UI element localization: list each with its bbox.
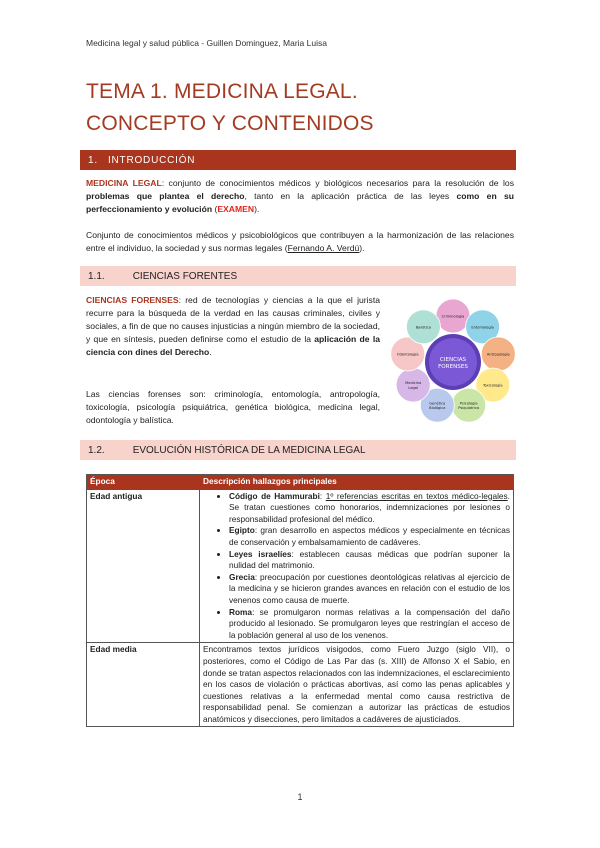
ciencias-forenses-definition [86, 294, 380, 359]
section-label: EVOLUCIÓN HISTÓRICA DE LA MEDICINA LEGAL [132, 444, 366, 456]
epoch-label: Edad antigua [87, 489, 200, 643]
medicina-legal-definition [86, 177, 514, 216]
events-list [203, 491, 510, 642]
title-line-2: CONCEPTO Y CONTENIDOS [86, 112, 374, 135]
bold-text: problemas que plantea el derecho [86, 191, 245, 201]
event-egipto [229, 525, 510, 548]
diagram-petal-label: Biológica [429, 406, 446, 410]
event-leyes-israelies [229, 549, 510, 572]
diagram-petal-label: Criminología [441, 314, 465, 319]
section-number: 1. [88, 154, 98, 166]
event-grecia [229, 572, 510, 607]
diagram-petal-label: Balística [415, 325, 431, 330]
page-number: 1 [297, 792, 303, 802]
diagram-petal-label: Entomología [471, 325, 494, 330]
bold-text: aplicación de la ciencia con dines del Derecho [86, 334, 381, 357]
page-title [86, 76, 526, 140]
forensic-sciences-diagram [386, 294, 520, 430]
diagram-petal-label: Genética [429, 401, 446, 406]
diagram-center-line-2: FORENSES [438, 364, 468, 370]
text: ). [359, 243, 365, 253]
epoch-label: Edad media [87, 643, 200, 727]
text: . [209, 347, 212, 357]
medicina-legal-alt-definition [86, 229, 514, 255]
table-header-row [87, 475, 514, 490]
epoch-description [200, 489, 514, 643]
header-epoca: Época [87, 475, 200, 490]
text: ( [212, 204, 218, 214]
running-header: Medicina legal y salud pública - Guillen Dominguez, Maria Luisa [86, 38, 327, 48]
section-label: CIENCIAS FORENTES [132, 270, 238, 282]
text: : [319, 490, 326, 501]
header-descripcion: Descripción hallazgos principales [200, 475, 514, 490]
section-heading-introduccion [80, 150, 516, 170]
text: : establecen causas médicas que podrían suponer la nulidad del matrimonio. [229, 548, 511, 571]
table-row-edad-antigua [87, 489, 514, 643]
bold-text: como en su perfeccionamiento y evolución [86, 191, 514, 214]
diagram-petal-label: Odontología [396, 352, 419, 357]
term-ciencias-forenses: CIENCIAS FORENSES [86, 295, 179, 305]
subsection-heading-ciencias-forentes [80, 266, 516, 286]
ciencias-forenses-list: Las ciencias forenses son: criminología, entomología, antropología, toxicología, psicología psiquiátrica, genética biológica, medicina legal, odontología y balística. [86, 389, 380, 425]
text: Conjunto de conocimientos médicos y psicobiológicos que contribuyen a la harmonización de las relaciones entre el individuo, la sociedad y sus normas legales ( [86, 230, 514, 253]
diagram-petal-label: Antropología [486, 352, 510, 357]
bold-text: Grecia [229, 571, 255, 582]
text: : red de tecnologías y ciencias a la que el jurista recurre para la búsqueda de la verdad en las causas criminales, civiles y sociales, a fin de que no causes injusticias a ningún miembro de la sociedad, y que en síntesis, pueden definirse como el estudio de la [86, 295, 380, 344]
diagram-petal-label: Toxicología [482, 383, 503, 388]
bold-text: Código de Hammurabi [229, 490, 320, 501]
text: . Se tratan cuestiones como honorarios, indemnizaciones por lesiones o responsabilidad profesional del médico. [229, 490, 510, 524]
diagram-petal-label: Legal [408, 385, 419, 390]
term-medicina-legal: MEDICINA LEGAL [86, 178, 162, 188]
event-roma [229, 607, 510, 642]
title-line-1: TEMA 1. MEDICINA LEGAL. [86, 80, 358, 103]
underlined-text: 1º referencias escritas en textos médico-legales [325, 490, 508, 501]
bold-text: Egipto [229, 525, 255, 536]
exam-tag: EXAMEN [217, 204, 255, 214]
text: : preocupación por cuestiones deontológicas relativas al ejercicio de la medicina y se hicieron grandes avances en relación con el estudio de los venenos como causa de muerte. [229, 571, 510, 605]
section-number: 1.2. [88, 444, 105, 456]
text: : se promulgaron normas relativas a la compensación del daño producido al lesionado. Se promulgaron leyes que restringían el acceso de la población general al uso de los venenos. [229, 606, 510, 640]
text: , tanto en la aplicación práctica de las leyes [244, 191, 457, 201]
text: ). [254, 204, 260, 214]
diagram-center-line-1: CIENCIAS [439, 357, 467, 363]
epoch-description: Encontramos textos jurídicos visigodos, como Fuero Juzgo (siglo VII), o posteriores, como el Código de Las Par das (s. XIII) de Alfonso X el Sabio, en donde se tratan aspectos relacionados con las indemnizaciones, el esclarecimiento en los casos de violación o prácticas abortivas, así como las penas aplicables y cuestiones relativas a la enfermedad mental como causa restrictiva de responsabilidad penal. Se comienzan a autorizar las prácticas de estudios anatómicos y disecciones, pero limitados a cadáveres de ajusticiados. [200, 643, 514, 727]
history-table [86, 474, 514, 727]
event-hammurabi [229, 491, 510, 526]
diagram-petal-label: Psicología [459, 401, 478, 406]
subsection-heading-evolucion-historica [80, 440, 516, 460]
author-reference: Fernando A. Verdú [287, 243, 360, 253]
section-number: 1.1. [88, 270, 105, 282]
text: : conjunto de conocimientos médicos y biológicos necesarios para la resolución de los [161, 178, 514, 188]
bold-text: Leyes israelíes [229, 548, 292, 559]
table-row-edad-media [87, 643, 514, 727]
section-label: INTRODUCCIÓN [107, 154, 196, 166]
text: : gran desarrollo en aspectos médicos y especialmente en técnicas de conservación y embalsamamiento de cadáveres. [229, 525, 510, 547]
bold-text: Roma [229, 606, 253, 617]
diagram-petal-label: Psiquiatrica [458, 406, 480, 410]
diagram-petal-label: Medicina [405, 381, 422, 386]
